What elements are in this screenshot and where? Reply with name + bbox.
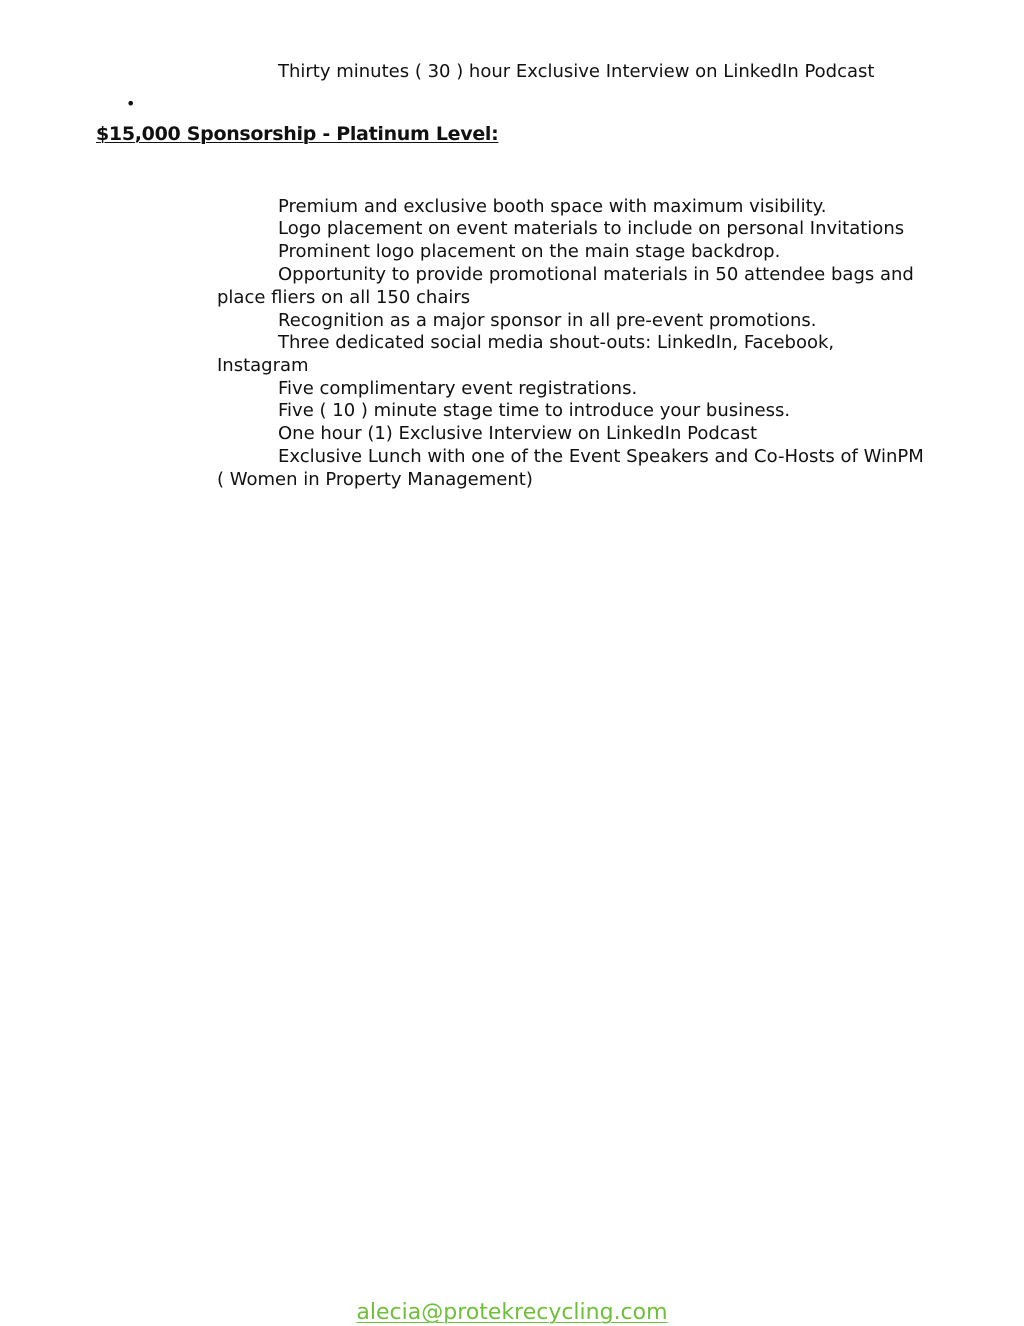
benefit-item: Five ( 10 ) minute stage time to introduce your business.: [278, 400, 791, 421]
benefit-item: Opportunity to provide promotional materials in 50 attendee bags and: [278, 264, 914, 285]
empty-bullet: •: [126, 94, 136, 113]
benefit-item-continuation: place fliers on all 150 chairs: [217, 287, 471, 308]
benefit-item: Recognition as a major sponsor in all pre-event promotions.: [278, 310, 817, 331]
benefit-item: Three dedicated social media shout-outs: LinkedIn, Facebook,: [278, 332, 835, 353]
benefit-item-continuation: ( Women in Property Management): [217, 469, 533, 490]
platinum-level-heading: $15,000 Sponsorship - Platinum Level:: [96, 123, 499, 145]
benefit-item: Five complimentary event registrations.: [278, 378, 638, 399]
podcast-interview-item: Thirty minutes ( 30 ) hour Exclusive Interview on LinkedIn Podcast: [278, 61, 875, 82]
contact-email-link[interactable]: alecia@protekrecycling.com: [356, 1300, 668, 1325]
benefit-item: Premium and exclusive booth space with maximum visibility.: [278, 196, 827, 217]
benefit-item: One hour (1) Exclusive Interview on LinkedIn Podcast: [278, 423, 758, 444]
benefit-item-continuation: Instagram: [217, 355, 309, 376]
benefit-item: Prominent logo placement on the main stage backdrop.: [278, 241, 781, 262]
benefit-item: Exclusive Lunch with one of the Event Speakers and Co-Hosts of WinPM: [278, 446, 924, 467]
benefit-item: Logo placement on event materials to include on personal Invitations: [278, 218, 905, 239]
